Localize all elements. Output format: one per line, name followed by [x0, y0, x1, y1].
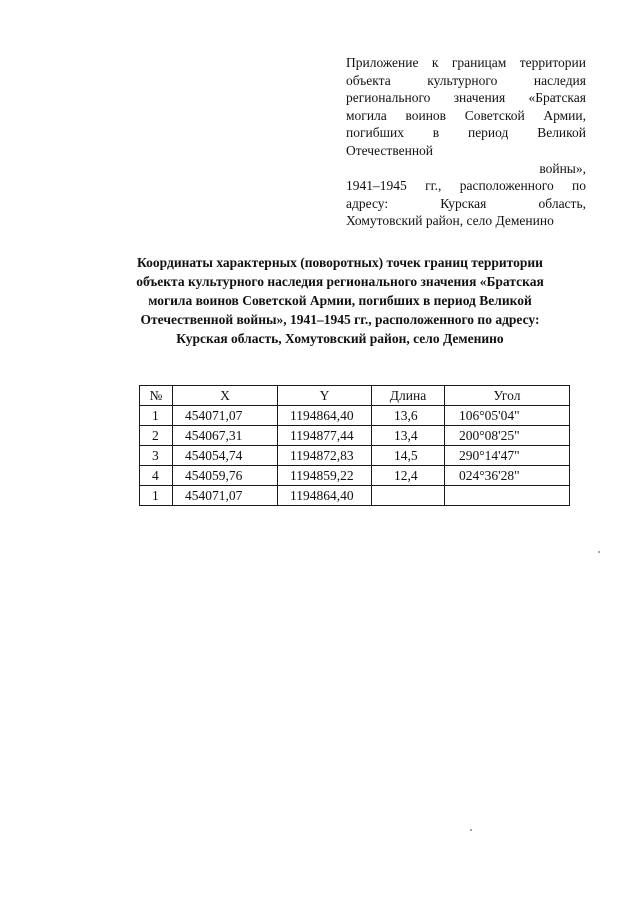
cell-angle: 024°36'28" [445, 466, 570, 486]
cell-number: 1 [140, 486, 173, 506]
table-row [140, 406, 570, 426]
scan-speck [598, 551, 600, 553]
heading-line: объекта культурного наследия регионального значения «Братская [136, 274, 544, 289]
cell-number: 1 [140, 406, 173, 426]
cell-angle: 106°05'04" [445, 406, 570, 426]
table-header-row [140, 386, 570, 406]
annex-note [346, 54, 586, 230]
annex-line: регионального значения «Братская [346, 90, 586, 106]
annex-line: Отечественной [346, 142, 434, 158]
table-row [140, 486, 570, 506]
annex-line: погибших в период Великой [346, 125, 586, 141]
annex-line: 1941–1945 гг., расположенного по [346, 178, 586, 194]
cell-length [372, 486, 445, 506]
heading-line: Отечественной войны», 1941–1945 гг., расположенного по адресу: [140, 312, 540, 327]
header-length: Длина [372, 386, 445, 406]
cell-number: 3 [140, 446, 173, 466]
cell-angle [445, 486, 570, 506]
table-row [140, 446, 570, 466]
heading-line: Курская область, Хомутовский район, село Деменино [176, 331, 504, 346]
annex-line: Приложение к границам территории [346, 55, 586, 70]
cell-number: 4 [140, 466, 173, 486]
cell-number: 2 [140, 426, 173, 446]
cell-angle: 290°14'47" [445, 446, 570, 466]
cell-y: 1194864,40 [278, 486, 372, 506]
annex-line: Хомутовский район, село Деменино [346, 213, 554, 229]
cell-y: 1194859,22 [278, 466, 372, 486]
header-y: Y [278, 386, 372, 406]
cell-x: 454071,07 [173, 406, 278, 426]
cell-length: 12,4 [372, 466, 445, 486]
cell-x: 454054,74 [173, 446, 278, 466]
annex-line: адресу: Курская область, [346, 195, 586, 211]
cell-length: 13,4 [372, 426, 445, 446]
cell-y: 1194877,44 [278, 426, 372, 446]
annex-line: войны», [539, 160, 586, 176]
cell-x: 454059,76 [173, 466, 278, 486]
cell-x: 454067,31 [173, 426, 278, 446]
annex-line: могила воинов Советской Армии, [346, 107, 586, 123]
cell-y: 1194864,40 [278, 406, 372, 426]
coordinates-table [139, 385, 570, 506]
table-row [140, 426, 570, 446]
heading-line: Координаты характерных (поворотных) точек границ территории [137, 255, 543, 270]
header-x: X [173, 386, 278, 406]
annex-line: объекта культурного наследия [346, 72, 586, 88]
scan-speck [470, 829, 472, 831]
header-number: № [140, 386, 173, 406]
cell-angle: 200°08'25" [445, 426, 570, 446]
heading-line: могила воинов Советской Армии, погибших в период Великой [148, 293, 532, 308]
cell-length: 13,6 [372, 406, 445, 426]
cell-length: 14,5 [372, 446, 445, 466]
header-angle: Угол [445, 386, 570, 406]
document-heading [100, 253, 580, 348]
cell-x: 454071,07 [173, 486, 278, 506]
table-row [140, 466, 570, 486]
cell-y: 1194872,83 [278, 446, 372, 466]
